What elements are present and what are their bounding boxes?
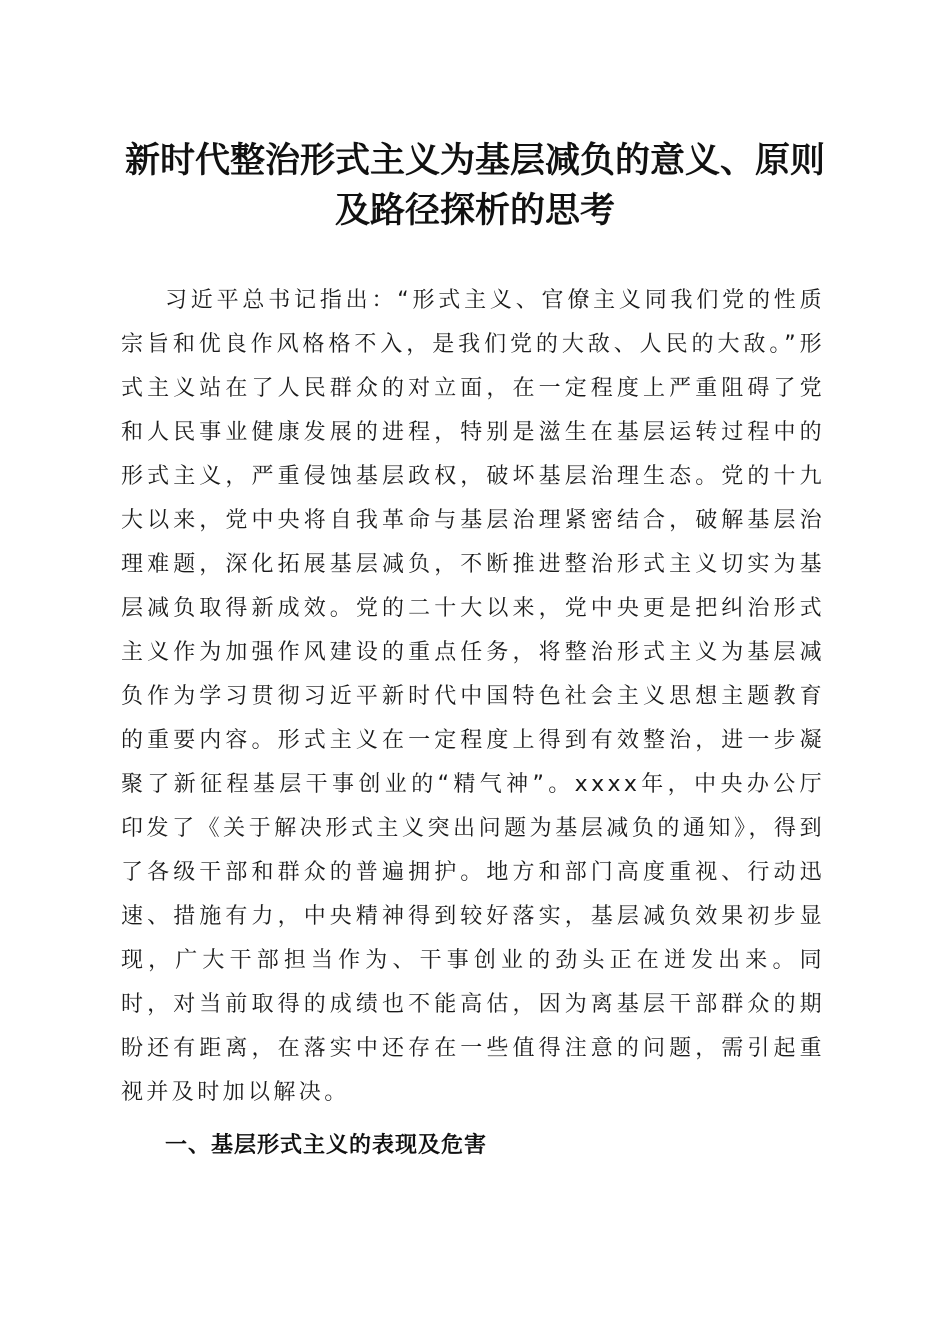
intro-paragraph: 习近平总书记指出：“形式主义、官僚主义同我们党的性质宗旨和优良作风格格不入，是我们党的大敌、人民的大敌。”形式主义站在了人民群众的对立面，在一定程度上严重阻碍了党和人民事业健康发展的进程，特别是滋生在基层运转过程中的形式主义，严重侵蚀基层政权，破坏基层治理生态。党的十九大以来，党中央将自我革命与基层治理紧密结合，破解基层治理难题，深化拓展基层减负，不断推进整治形式主义切实为基层减负取得新成效。党的二十大以来，党中央更是把纠治形式主义作为加强作风建设的重点任务，将整治形式主义为基层减负作为学习贯彻习近平新时代中国特色社会主义思想主题教育的重要内容。形式主义在一定程度上得到有效整治，进一步凝聚了新征程基层干事创业的“精气神”。xxxx年，中央办公厅印发了《关于解决形式主义突出问题为基层减负的通知》，得到了各级干部和群众的普遍拥护。地方和部门高度重视、行动迅速、措施有力，中央精神得到较好落实，基层减负效果初步显现，广大干部担当作为、干事创业的劲头正在迸发出来。同时，对当前取得的成绩也不能高估，因为离基层干部群众的期盼还有距离，在落实中还存在一些值得注意的问题，需引起重视并及时加以解决。: [121, 288, 825, 1105]
section-heading-1: 一、基层形式主义的表现及危害: [165, 1133, 488, 1158]
document-title: [100, 136, 850, 236]
document-body: [121, 279, 825, 1115]
title-line-2: 及路径探析的思考: [334, 190, 615, 231]
title-line-1: 新时代整治形式主义为基层减负的意义、原则: [124, 140, 825, 181]
